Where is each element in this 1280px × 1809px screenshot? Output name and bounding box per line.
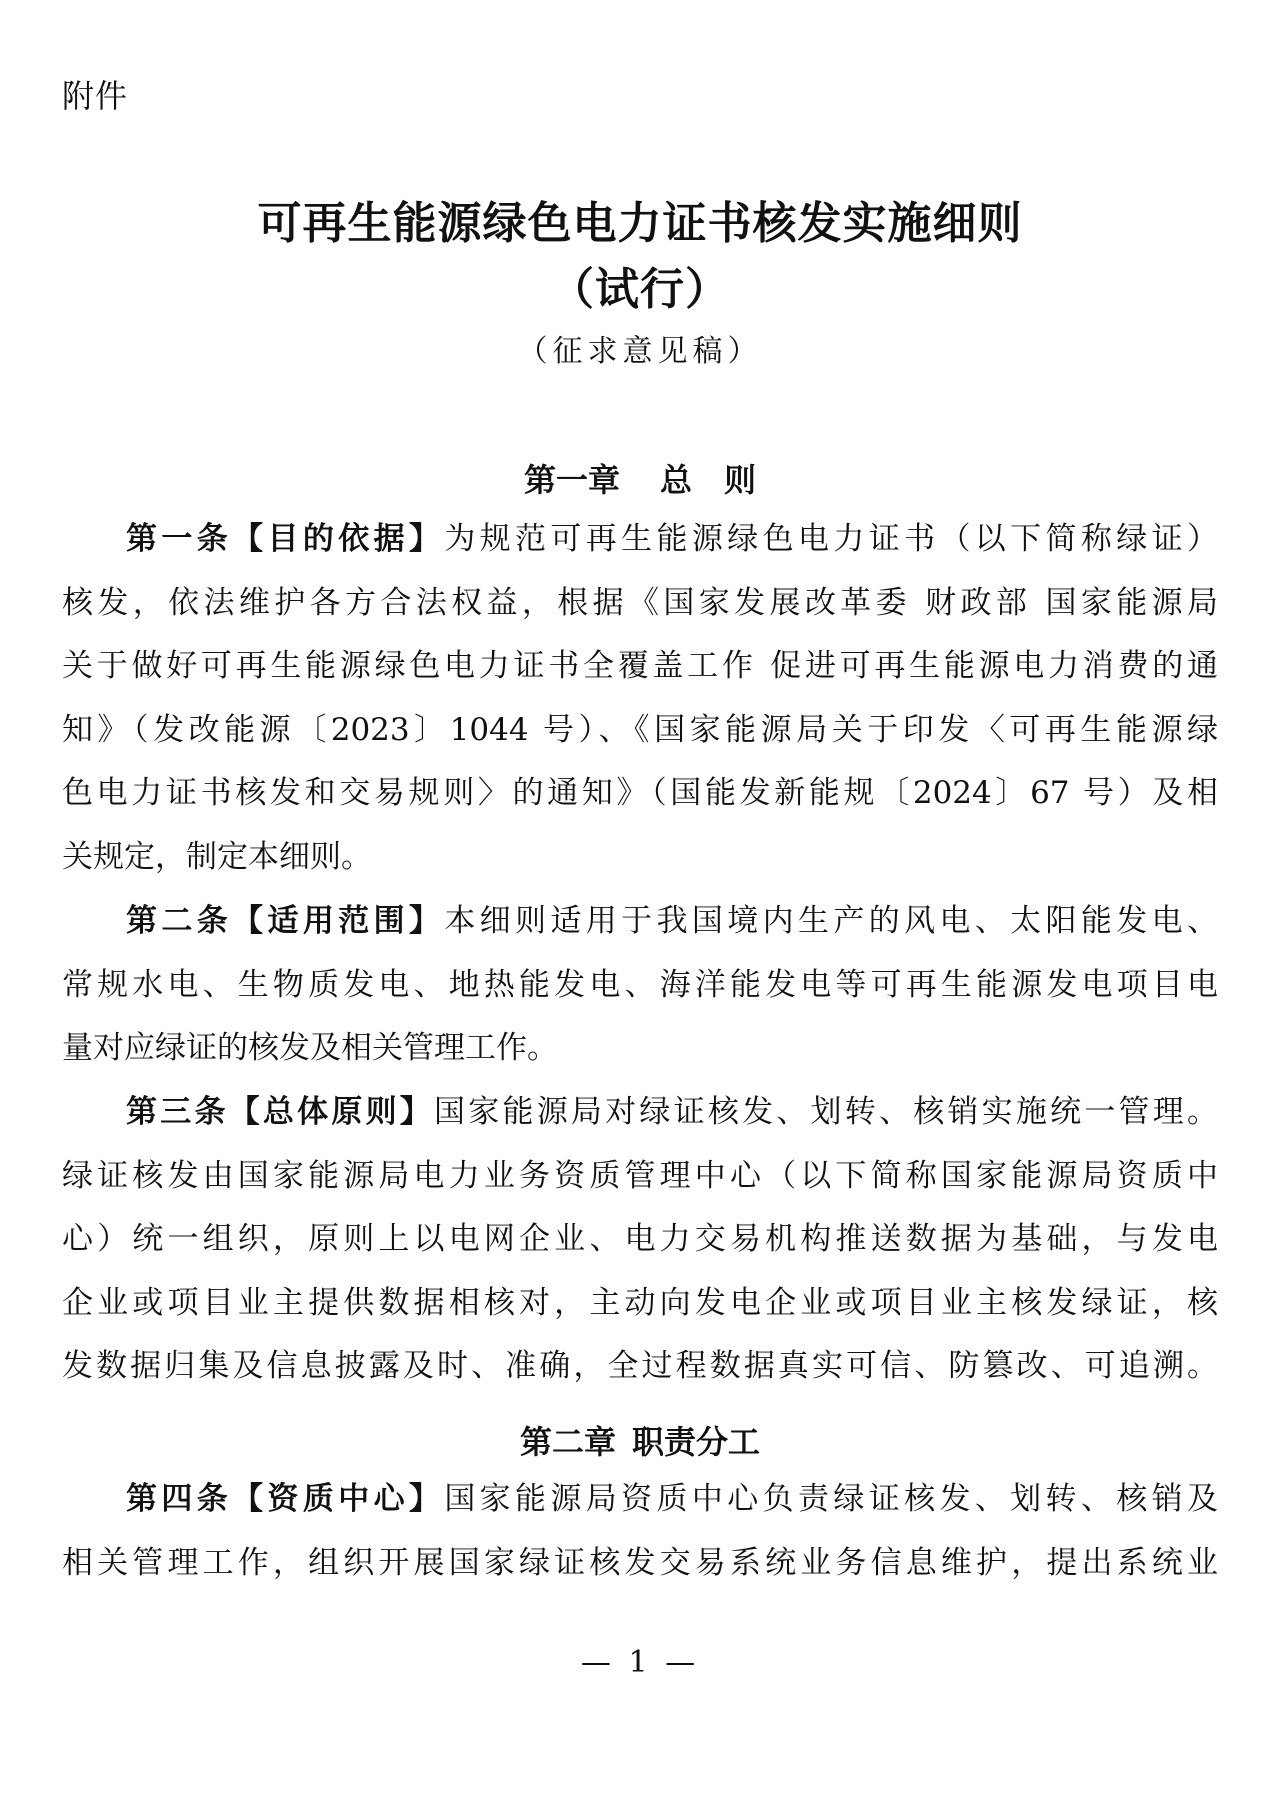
article-line: 核发，依法维护各方合法权益，根据《国家发展改革委 财政部 国家能源局 — [62, 584, 1218, 621]
article-4 — [62, 1468, 1218, 1595]
chapter-number: 第一章 — [523, 461, 620, 499]
article-line: 关于做好可再生能源绿色电力证书全覆盖工作 促进可再生能源电力消费的通 — [62, 648, 1218, 685]
article-line: 心）统一组织，原则上以电网企业、电力交易机构推送数据为基础，与发电 — [62, 1221, 1218, 1258]
document-title: 可再生能源绿色电力证书核发实施细则 — [257, 198, 1023, 249]
article-line: 第一条【目的依据】为规范可再生能源绿色电力证书（以下简称绿证） — [126, 521, 1218, 557]
chapter-heading — [0, 1418, 1280, 1466]
article-heading: 第二条【适用范围】 — [126, 903, 445, 939]
article-line: 发数据归集及信息披露及时、准确，全过程数据真实可信、防篡改、可追溯。 — [62, 1348, 1218, 1385]
article-line: 量对应绿证的核发及相关管理工作。 — [62, 1030, 558, 1067]
article-heading: 第一条【目的依据】 — [126, 521, 445, 557]
article-heading: 第四条【资质中心】 — [126, 1481, 445, 1517]
article-line: 第二条【适用范围】本细则适用于我国境内生产的风电、太阳能发电、 — [126, 903, 1218, 939]
article-line: 知》（发改能源〔2023〕1044 号）、《国家能源局关于印发〈可再生能源绿 — [62, 711, 1218, 748]
article-line: 关规定，制定本细则。 — [62, 838, 372, 875]
article-heading: 第三条【总体原则】 — [126, 1094, 435, 1130]
article-line: 相关管理工作，组织开展国家绿证核发交易系统业务信息维护，提出系统业 — [62, 1544, 1218, 1581]
article-line: 企业或项目业主提供数据相核对，主动向发电企业或项目业主核发绿证，核 — [62, 1284, 1218, 1321]
article-1 — [62, 508, 1218, 890]
article-line: 第三条【总体原则】国家能源局对绿证核发、划转、核销实施统一管理。 — [126, 1094, 1218, 1130]
chapter-number: 第二章 — [519, 1423, 616, 1461]
document-title-trial: （试行） — [550, 264, 730, 315]
attachment-label: 附件 — [62, 77, 129, 115]
article-line: 绿证核发由国家能源局电力业务资质管理中心（以下简称国家能源局资质中 — [62, 1157, 1218, 1194]
page-number: — 1 — — [580, 1645, 700, 1680]
article-3 — [62, 1081, 1218, 1399]
article-line: 色电力证书核发和交易规则〉的通知》（国能发新能规〔2024〕67 号）及相 — [62, 775, 1218, 812]
draft-note: （征求意见稿） — [517, 334, 763, 369]
chapter-name: 职责分工 — [632, 1423, 761, 1461]
chapter-heading — [0, 456, 1280, 504]
chapter-name: 总 则 — [660, 461, 757, 499]
article-line: 第四条【资质中心】国家能源局资质中心负责绿证核发、划转、核销及 — [126, 1481, 1218, 1517]
article-line: 常规水电、生物质发电、地热能发电、海洋能发电等可再生能源发电项目电 — [62, 966, 1218, 1003]
article-2 — [62, 890, 1218, 1081]
